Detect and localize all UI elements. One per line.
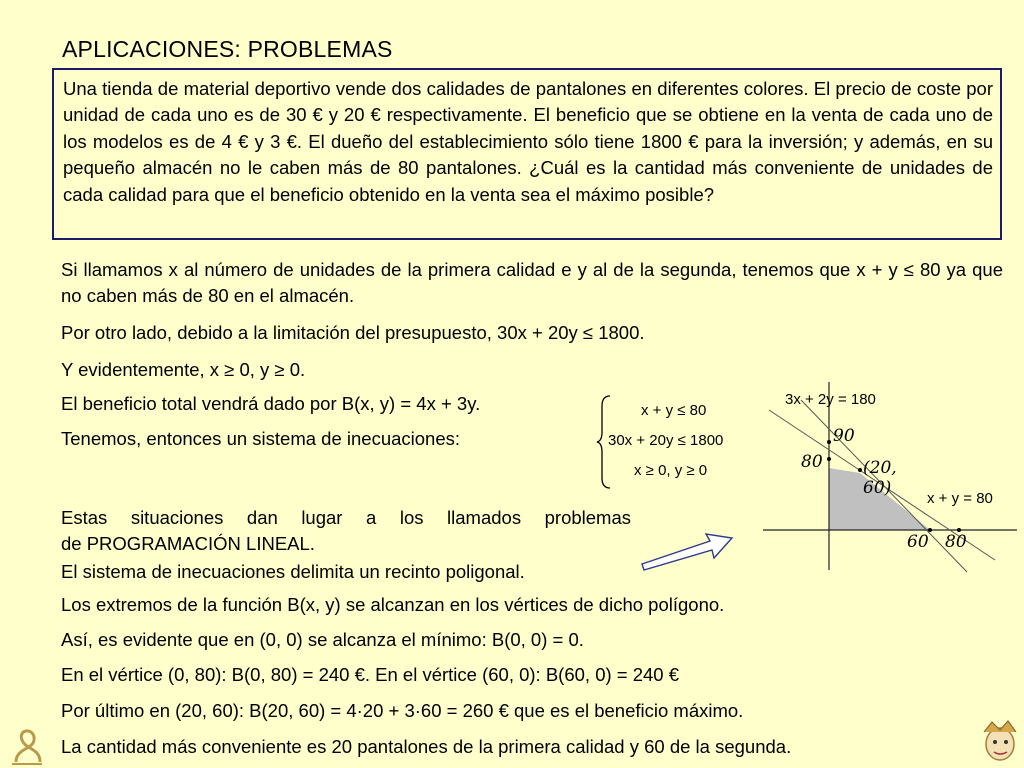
label-x60: 60 <box>907 532 929 552</box>
label-x80: 80 <box>945 532 967 552</box>
paragraph-extremes: Los extremos de la función B(x, y) se alcanzan en los vértices de dicho polígono. <box>61 594 725 615</box>
inequality-3: x ≥ 0, y ≥ 0 <box>634 462 708 479</box>
page-title: APLICACIONES: PROBLEMAS <box>62 36 393 62</box>
arrow-icon <box>640 532 735 572</box>
problem-statement-box <box>52 68 1002 240</box>
paragraph-nonnegative: Y evidentemente, x ≥ 0, y ≥ 0. <box>61 359 306 380</box>
paragraph-profit-function: El beneficio total vendrá dado por B(x, y) = 4x + 3y. <box>61 393 481 414</box>
inequality-2: 30x + 20y ≤ 1800 <box>608 432 724 449</box>
label-y80: 80 <box>801 452 823 472</box>
paragraph-system-intro: Tenemos, entonces un sistema de inecuaciones: <box>61 428 461 449</box>
paragraph-polygon: El sistema de inecuaciones delimita un recinto poligonal. <box>61 561 525 582</box>
label-budget-line: 3x + 2y = 180 <box>785 391 876 408</box>
label-vertex: (20, 60) <box>863 458 897 498</box>
problem-statement: Una tienda de material deportivo vende dos calidades de pantalones en diferentes colores. El precio de coste por unidad de cada uno es de 30 € y 20 € respectivamente. El beneficio que se obtiene en la venta de cada uno de los modelos es de 4 € y 3 €. El dueño del establecimiento sólo tiene 1800 € para la inversión; y además, en su pequeño almacén no le caben más de 80 pantalones. ¿Cuál es la cantidad más conveniente de unidades de cada calidad para que el beneficio obtenido en la venta sea el máximo posible? <box>63 78 993 205</box>
character-icon <box>980 718 1022 766</box>
paragraph-budget: Por otro lado, debido a la limitación del presupuesto, 30x + 20y ≤ 1800. <box>61 322 645 343</box>
inequality-1: x + y ≤ 80 <box>641 402 707 419</box>
paragraph-minimum: Así, es evidente que en (0, 0) se alcanza el mínimo: B(0, 0) = 0. <box>61 629 584 650</box>
point-y90 <box>827 440 831 444</box>
paragraph-vertices: En el vértice (0, 80): B(0, 80) = 240 €. En el vértice (60, 0): B(60, 0) = 240 € <box>61 664 680 685</box>
paragraph-variables: Si llamamos x al número de unidades de la primera calidad e y al de la segunda, tenemos que x + y ≤ 80 ya que no caben más de 80 en el almacén. <box>61 259 1003 306</box>
paragraph-conclusion: La cantidad más conveniente es 20 pantalones de la primera calidad y 60 de la segunda. <box>61 736 792 757</box>
paragraph-maximum: Por último en (20, 60): B(20, 60) = 4·20 + 3·60 = 260 € que es el beneficio máximo. <box>61 700 744 721</box>
label-y90: 90 <box>833 426 855 446</box>
point-vertex <box>858 468 862 472</box>
paragraph-linear-programming-a: Estas situaciones dan lugar a los llamados problemas <box>61 507 631 528</box>
label-capacity-line: x + y = 80 <box>927 490 993 507</box>
point-y80 <box>827 457 831 461</box>
paragraph-linear-programming-b: de PROGRAMACIÓN LINEAL. <box>61 533 315 554</box>
inequality-system <box>596 394 766 490</box>
decorative-logo-icon <box>6 722 48 766</box>
